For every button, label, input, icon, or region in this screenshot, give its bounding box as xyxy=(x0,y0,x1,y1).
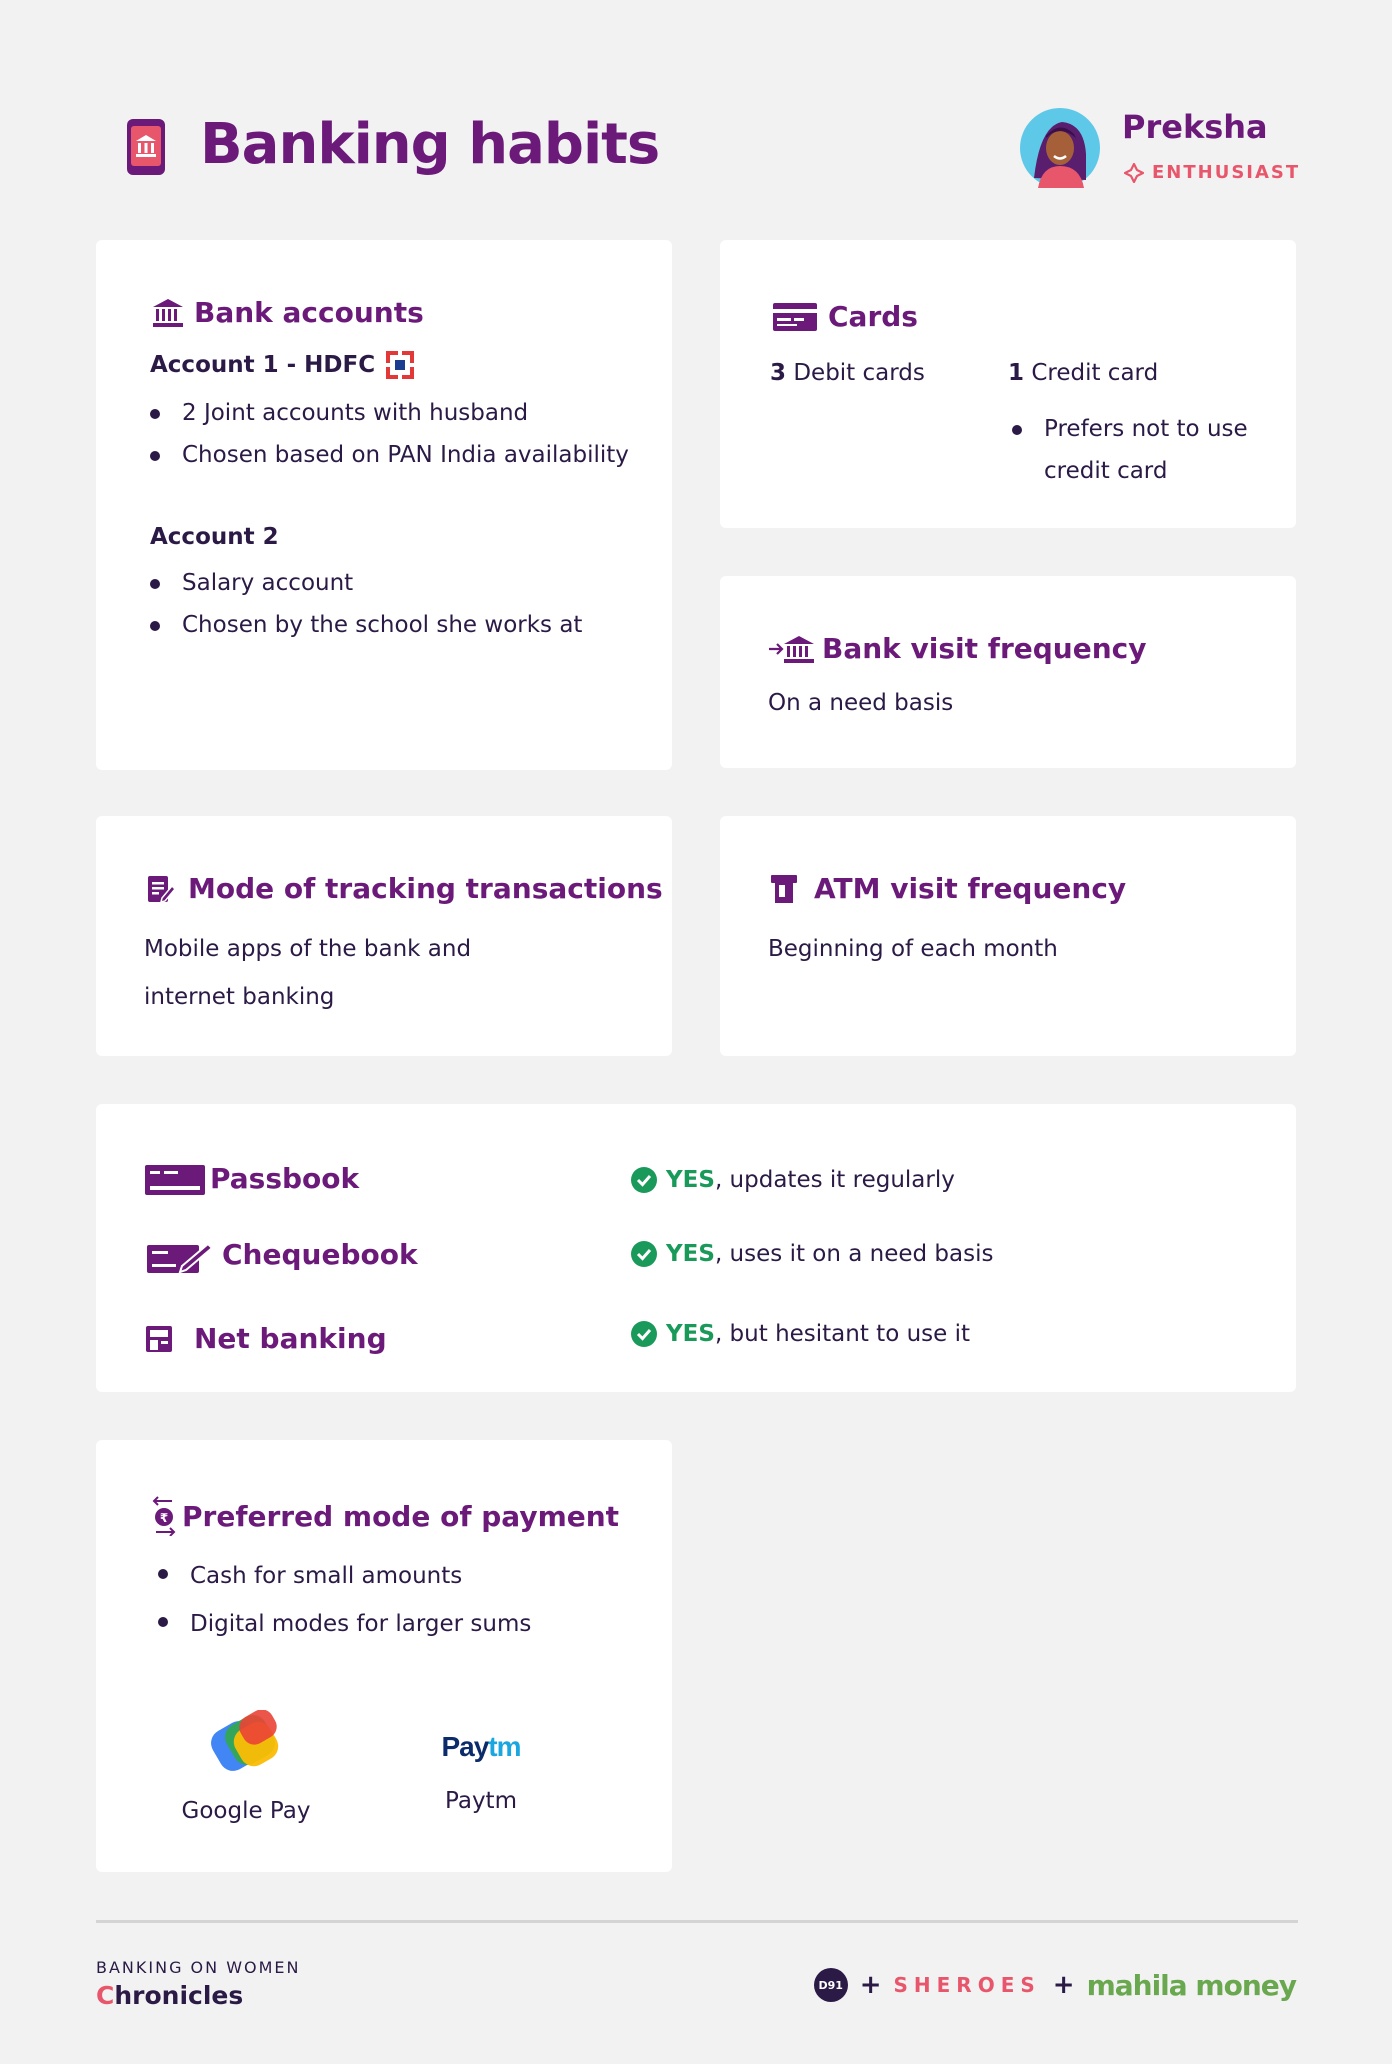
credit-cards xyxy=(1008,360,1158,386)
card-icon xyxy=(772,302,818,332)
chequebook-label: Chequebook xyxy=(222,1238,418,1271)
paytm-icon xyxy=(386,1722,576,1772)
credit-bullets xyxy=(1010,418,1260,502)
account1-bullets xyxy=(148,392,629,476)
series-rest: hronicles xyxy=(114,1981,244,2010)
payment-title-text: Preferred mode of payment xyxy=(182,1499,620,1533)
footer-divider xyxy=(96,1920,1298,1923)
paytm-logo-tm: tm xyxy=(488,1731,521,1762)
profile-tag-label: ENTHUSIAST xyxy=(1152,162,1301,183)
cards-card xyxy=(720,240,1296,528)
net-banking-label: Net banking xyxy=(194,1322,387,1355)
plus-sign: + xyxy=(1052,1970,1075,2000)
profile-name: Preksha xyxy=(1122,108,1268,146)
bank-visit-icon xyxy=(768,634,816,664)
chequebook-detail: , uses it on a need basis xyxy=(714,1241,994,1267)
debit-count: 3 xyxy=(770,360,787,386)
bank-visit-title xyxy=(768,632,1147,665)
google-pay-app xyxy=(156,1710,336,1824)
series-top-text: BANKING ON WOMEN xyxy=(96,1958,301,1977)
notepad-icon xyxy=(146,874,176,904)
page-title: Banking habits xyxy=(200,112,660,177)
sparkle-icon xyxy=(1124,163,1144,183)
google-pay-icon xyxy=(206,1710,286,1776)
mahila-money-logo: mahila money xyxy=(1086,1968,1296,2002)
d91-text: D91 xyxy=(818,1978,843,1992)
atm-text: Beginning of each month xyxy=(768,936,1058,962)
service-row-chequebook xyxy=(144,1236,1244,1280)
net-banking-status xyxy=(630,1320,970,1348)
passbook-status xyxy=(630,1166,955,1194)
service-row-net-banking xyxy=(144,1318,1244,1362)
net-banking-detail: , but hesitant to use it xyxy=(714,1321,971,1347)
passbook-label: Passbook xyxy=(210,1162,360,1195)
bank-accounts-title xyxy=(152,296,424,329)
list-item: Salary account xyxy=(148,562,582,604)
check-circle-icon xyxy=(630,1240,658,1268)
debit-cards xyxy=(770,360,925,386)
credit-count: 1 xyxy=(1008,360,1025,386)
profile-tag xyxy=(1124,162,1300,183)
tracking-line1: Mobile apps of the bank and xyxy=(144,936,472,962)
list-item: Chosen based on PAN India availability xyxy=(148,434,629,476)
payment-bullets xyxy=(156,1552,531,1648)
avatar xyxy=(1020,108,1100,192)
credit-label: Credit card xyxy=(1031,360,1159,386)
d91-logo xyxy=(814,1968,848,2002)
passbook-icon xyxy=(144,1164,206,1196)
bank-icon xyxy=(152,298,184,328)
paytm-label: Paytm xyxy=(445,1788,517,1814)
bank-visit-text: On a need basis xyxy=(768,690,954,716)
tracking-line2: internet banking xyxy=(144,984,335,1010)
mobile-bank-icon xyxy=(126,118,166,176)
services-card xyxy=(96,1104,1296,1392)
google-pay-label: Google Pay xyxy=(181,1798,311,1824)
check-circle-icon xyxy=(630,1320,658,1348)
list-item: Cash for small amounts xyxy=(156,1552,531,1600)
bank-accounts-title-text: Bank accounts xyxy=(194,296,424,329)
account1-label-row xyxy=(150,350,415,380)
tracking-card xyxy=(96,816,672,1056)
yes-label: YES xyxy=(666,1321,715,1347)
tracking-title-text: Mode of tracking transactions xyxy=(188,872,663,905)
cards-title xyxy=(772,300,918,333)
net-banking-icon xyxy=(144,1324,174,1354)
footer-series xyxy=(96,1958,301,2010)
page-header xyxy=(0,0,1392,230)
list-item: Chosen by the school she works at xyxy=(148,604,582,646)
atm-title xyxy=(770,872,1126,905)
bank-visit-title-text: Bank visit frequency xyxy=(822,632,1147,665)
series-name xyxy=(96,1981,301,2010)
atm-title-text: ATM visit frequency xyxy=(814,872,1127,905)
check-circle-icon xyxy=(630,1166,658,1194)
chequebook-status xyxy=(630,1240,994,1268)
paytm-logo-pay: Pay xyxy=(441,1731,489,1762)
bank-visit-card xyxy=(720,576,1296,768)
tracking-title xyxy=(146,872,663,905)
hdfc-logo-icon xyxy=(385,350,415,380)
plus-sign: + xyxy=(859,1970,882,2000)
account1-label: Account 1 - HDFC xyxy=(150,352,376,378)
footer-partners xyxy=(814,1968,1296,2002)
account2-bullets xyxy=(148,562,582,646)
yes-label: YES xyxy=(666,1241,715,1267)
sheroes-logo: SHEROES xyxy=(893,1973,1041,1997)
atm-icon xyxy=(770,874,798,904)
passbook-detail: , updates it regularly xyxy=(714,1167,955,1193)
list-item: Prefers not to use credit card xyxy=(1010,408,1260,492)
chequebook-icon xyxy=(146,1240,214,1274)
cards-title-text: Cards xyxy=(828,300,918,333)
series-c: C xyxy=(96,1981,115,2010)
svg-text:₹: ₹ xyxy=(159,1511,169,1525)
rupee-exchange-icon xyxy=(152,1496,176,1536)
list-item: Digital modes for larger sums xyxy=(156,1600,531,1648)
list-item: 2 Joint accounts with husband xyxy=(148,392,629,434)
debit-label: Debit cards xyxy=(793,360,925,386)
service-row-passbook xyxy=(144,1160,1244,1204)
atm-card xyxy=(720,816,1296,1056)
yes-label: YES xyxy=(666,1167,715,1193)
paytm-app xyxy=(386,1722,576,1814)
payment-title xyxy=(152,1496,619,1536)
account2-label: Account 2 xyxy=(150,524,279,550)
bank-accounts-card xyxy=(96,240,672,770)
payment-card xyxy=(96,1440,672,1872)
